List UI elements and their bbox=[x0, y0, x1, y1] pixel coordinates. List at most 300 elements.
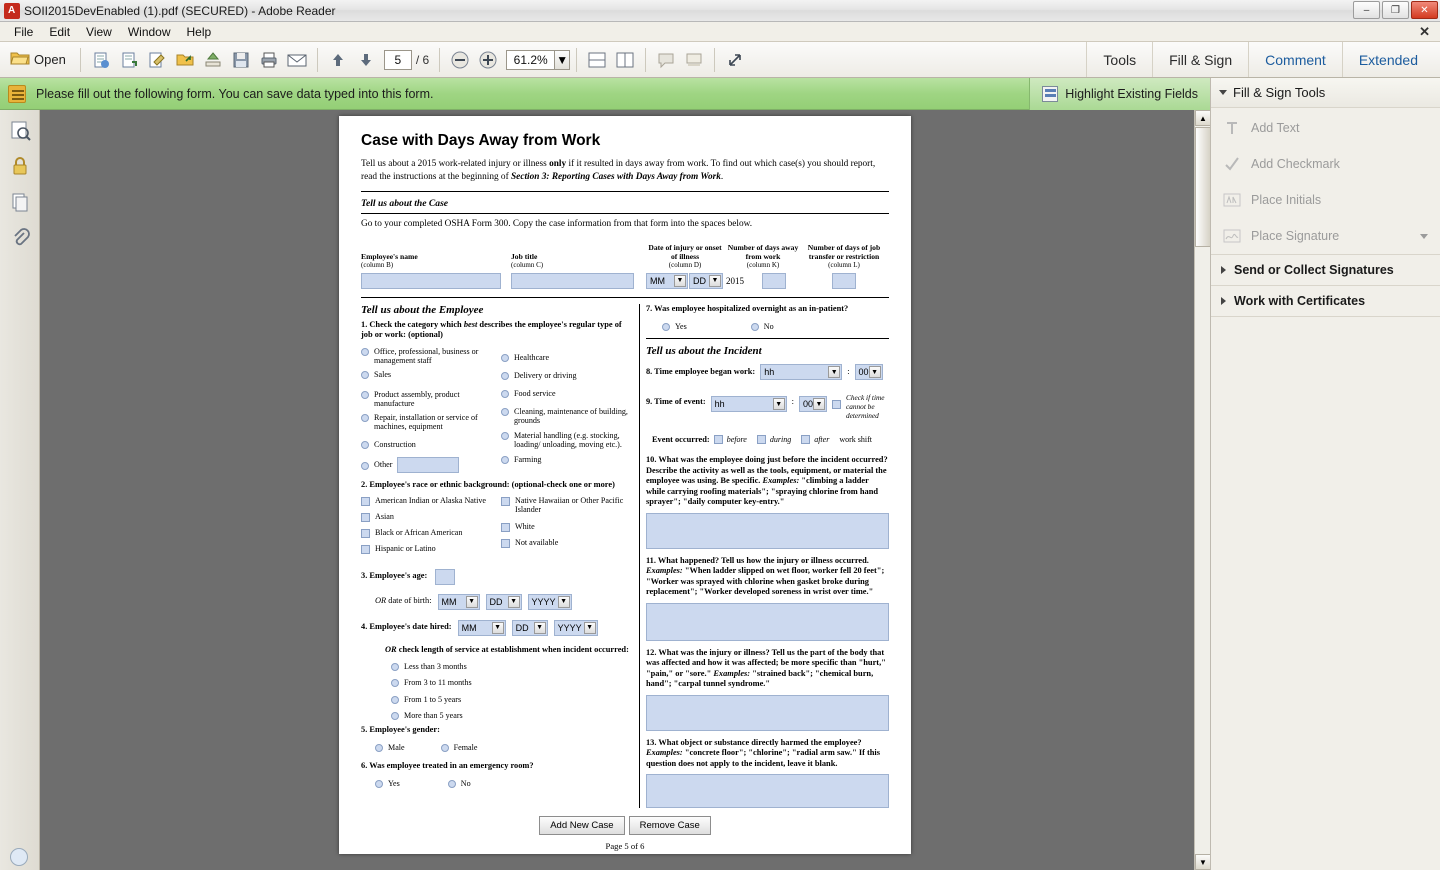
radio-icon[interactable] bbox=[501, 408, 509, 416]
question-3-label: 3. Employee's age: bbox=[361, 571, 428, 581]
checkbox-icon[interactable] bbox=[501, 497, 510, 506]
place-signature-label: Place Signature bbox=[1251, 229, 1340, 243]
q13-answer-textarea[interactable] bbox=[646, 774, 889, 808]
scroll-down-arrow[interactable]: ▼ bbox=[1195, 854, 1210, 870]
option-label: Repair, installation or service of machines, equipment bbox=[374, 413, 478, 432]
chevron-down-icon[interactable]: ▼ bbox=[508, 596, 520, 608]
radio-icon[interactable] bbox=[391, 663, 399, 671]
toolbar-separator-6 bbox=[714, 48, 715, 72]
hire-day-select[interactable] bbox=[512, 620, 548, 636]
send-files-icon[interactable] bbox=[200, 47, 226, 73]
option-label: Material handling (e.g. stocking, loading/ unloading, moving etc.). bbox=[514, 431, 622, 450]
q1-options-right bbox=[501, 347, 629, 478]
option-label: Male bbox=[388, 742, 405, 752]
radio-icon[interactable] bbox=[501, 372, 509, 380]
question-9-row bbox=[646, 394, 889, 420]
chevron-down-icon[interactable]: ▼ bbox=[558, 596, 570, 608]
attachments-icon[interactable] bbox=[8, 226, 32, 250]
send-or-collect-signatures-label: Send or Collect Signatures bbox=[1234, 263, 1394, 277]
chevron-down-icon[interactable]: ▼ bbox=[534, 622, 546, 634]
option-office-professional[interactable] bbox=[361, 347, 501, 366]
sticky-note-icon[interactable] bbox=[653, 47, 679, 73]
question-4-row bbox=[361, 620, 633, 636]
fill-and-sign-tab[interactable]: Fill & Sign bbox=[1152, 42, 1248, 77]
zoom-in-icon[interactable] bbox=[475, 47, 501, 73]
panel-separator-3 bbox=[1211, 316, 1440, 317]
q2-options-left bbox=[361, 496, 501, 559]
highlight-fields-icon bbox=[1042, 86, 1058, 102]
date-of-birth-row bbox=[361, 594, 633, 610]
event-before-checkbox[interactable] bbox=[714, 435, 723, 444]
option-other[interactable] bbox=[361, 457, 501, 473]
option-hospitalized-yes[interactable] bbox=[662, 322, 687, 331]
q1-rest: describes the employee's regular type of job or work: (optional) bbox=[361, 319, 622, 340]
checkbox-icon[interactable] bbox=[361, 545, 370, 554]
highlight-existing-fields-label: Highlight Existing Fields bbox=[1065, 87, 1198, 101]
help-bubble-icon[interactable] bbox=[10, 848, 28, 866]
menu-edit[interactable]: Edit bbox=[49, 24, 71, 39]
open-button[interactable] bbox=[6, 47, 74, 73]
option-sales[interactable] bbox=[361, 370, 501, 379]
q13-examples-label: Examples: bbox=[645, 748, 683, 758]
option-repair-installation[interactable] bbox=[361, 413, 501, 432]
pages-icon[interactable] bbox=[8, 190, 32, 214]
chevron-down-icon[interactable]: ▼ bbox=[709, 275, 721, 287]
divider-case-bottom bbox=[361, 213, 889, 214]
form-columns bbox=[361, 304, 889, 809]
chevron-down-icon[interactable] bbox=[1420, 234, 1428, 239]
divider-employee-top bbox=[361, 297, 889, 298]
event-before-label: before bbox=[726, 435, 747, 445]
form-icon bbox=[8, 85, 26, 103]
incident-section-title: Tell us about the Incident bbox=[645, 345, 762, 358]
question-13-label bbox=[646, 738, 889, 770]
chevron-down-icon[interactable]: ▼ bbox=[869, 366, 881, 378]
event-after-label: after bbox=[814, 435, 830, 445]
radio-icon[interactable] bbox=[441, 744, 449, 752]
chevron-down-icon[interactable]: ▼ bbox=[773, 398, 785, 410]
work-start-minute-value: 00 bbox=[858, 367, 869, 378]
save-icon[interactable] bbox=[228, 47, 254, 73]
injury-day-value: DD bbox=[693, 275, 706, 286]
option-delivery-driving[interactable] bbox=[501, 371, 629, 380]
print-icon[interactable] bbox=[256, 47, 282, 73]
add-checkmark-tool[interactable] bbox=[1211, 146, 1440, 182]
extended-tab[interactable]: Extended bbox=[1342, 42, 1434, 77]
send-or-collect-signatures-section[interactable] bbox=[1211, 255, 1440, 285]
q12-examples: "strained back"; "chemical burn, hand"; "carpal tunnel syndrome." bbox=[645, 668, 874, 689]
q11-text: 11. What happened? Tell us how the injury or illness occurred. bbox=[645, 555, 869, 565]
question-5-label: 5. Employee's gender: bbox=[361, 725, 440, 735]
radio-icon[interactable] bbox=[361, 391, 369, 399]
question-8-label: 8. Time employee began work: bbox=[645, 367, 756, 377]
previous-page-icon[interactable] bbox=[325, 47, 351, 73]
q8-colon: : bbox=[847, 367, 850, 377]
q12-answer-textarea[interactable] bbox=[646, 695, 889, 731]
option-farming[interactable] bbox=[501, 455, 629, 464]
navigation-rail bbox=[0, 110, 40, 870]
column-divider bbox=[639, 304, 640, 809]
export-pdf-icon[interactable] bbox=[172, 47, 198, 73]
dob-year-select[interactable] bbox=[528, 594, 572, 610]
radio-icon[interactable] bbox=[361, 441, 369, 449]
form-title: Case with Days Away from Work bbox=[361, 132, 601, 149]
menu-help[interactable]: Help bbox=[186, 24, 212, 39]
checkbox-icon[interactable] bbox=[501, 523, 510, 532]
case-header-days-away-line1: Number of days away from work bbox=[727, 242, 799, 261]
case-header-date bbox=[646, 243, 724, 269]
option-er-no[interactable] bbox=[448, 779, 471, 788]
event-after-checkbox[interactable] bbox=[801, 435, 810, 444]
add-text-tool[interactable] bbox=[1211, 110, 1440, 146]
option-hospitalized-no[interactable] bbox=[751, 322, 774, 331]
option-label: Native Hawaiian or Other Pacific Islander bbox=[515, 495, 624, 514]
intro-text-1: Tell us about a 2015 work-related injury or illness bbox=[361, 159, 547, 169]
q11-answer-textarea[interactable] bbox=[646, 603, 889, 641]
intro-end: . bbox=[720, 171, 724, 182]
q4-or-rest: check length of service at establishment when incident occurred: bbox=[398, 644, 629, 654]
case-header-job-line1: Job title bbox=[511, 251, 538, 261]
option-label: No bbox=[763, 322, 774, 332]
dob-month-select[interactable] bbox=[438, 594, 480, 610]
place-initials-tool[interactable] bbox=[1211, 182, 1440, 218]
intro-section-ref: Section 3: Reporting Cases with Days Away from Work bbox=[511, 171, 721, 182]
checkbox-icon[interactable] bbox=[361, 497, 370, 506]
option-construction[interactable] bbox=[361, 440, 501, 449]
workspace bbox=[0, 110, 1440, 870]
toolbar-separator-2 bbox=[317, 48, 318, 72]
option-food-service[interactable] bbox=[501, 389, 629, 398]
option-black-african-american[interactable] bbox=[361, 528, 501, 538]
option-label: No bbox=[460, 778, 471, 788]
edit-pdf-icon[interactable] bbox=[144, 47, 170, 73]
highlight-text-icon[interactable] bbox=[681, 47, 707, 73]
option-3-to-11-months[interactable] bbox=[391, 678, 633, 687]
work-start-minute-select[interactable] bbox=[855, 364, 883, 380]
place-signature-tool[interactable] bbox=[1211, 218, 1440, 254]
q10-answer-textarea[interactable] bbox=[646, 513, 889, 549]
zoom-dropdown-arrow[interactable]: ▼ bbox=[554, 50, 570, 70]
job-title-field[interactable] bbox=[511, 273, 634, 289]
event-hour-select[interactable] bbox=[711, 396, 787, 412]
fit-page-icon[interactable] bbox=[584, 47, 610, 73]
chevron-down-icon bbox=[1219, 90, 1227, 95]
case-instruction: Go to your completed OSHA Form 300. Copy the case information from that form into the spaces below. bbox=[361, 219, 753, 230]
radio-icon[interactable] bbox=[391, 679, 399, 687]
option-native-hawaiian[interactable] bbox=[501, 496, 629, 515]
days-transfer-field[interactable] bbox=[832, 273, 856, 289]
zoom-value[interactable]: 61.2% bbox=[506, 50, 554, 70]
event-minute-select[interactable] bbox=[799, 396, 827, 412]
event-minute-value: 00 bbox=[802, 399, 813, 410]
q4-or-label bbox=[361, 645, 633, 656]
radio-icon[interactable] bbox=[501, 432, 509, 440]
question-12-label bbox=[646, 648, 889, 690]
question-1-label bbox=[361, 320, 633, 341]
folder-open-icon bbox=[10, 49, 30, 70]
fill-and-sign-tools-header[interactable] bbox=[1211, 78, 1440, 108]
option-label: More than 5 years bbox=[404, 710, 463, 720]
work-start-hour-select[interactable] bbox=[760, 364, 842, 380]
close-document-icon[interactable]: ✕ bbox=[1419, 23, 1430, 39]
option-label: Yes bbox=[388, 778, 400, 788]
case-header-job-line2: (column C) bbox=[511, 260, 544, 269]
incident-column bbox=[646, 304, 889, 809]
option-american-indian[interactable] bbox=[361, 496, 501, 506]
dob-label bbox=[375, 596, 432, 607]
q13-examples: "concrete floor"; "chlorine"; "radial arm saw." If this question does not apply to the incident, leave it blank. bbox=[645, 748, 881, 768]
divider-case-top bbox=[361, 191, 889, 192]
chevron-down-icon[interactable]: ▼ bbox=[828, 366, 840, 378]
work-with-certificates-section[interactable] bbox=[1211, 286, 1440, 316]
option-1-to-5-years[interactable] bbox=[391, 695, 633, 704]
radio-icon[interactable] bbox=[501, 354, 509, 362]
zoom-out-icon[interactable] bbox=[447, 47, 473, 73]
title-bar bbox=[0, 0, 1440, 22]
option-cleaning-maintenance[interactable] bbox=[501, 407, 629, 426]
signature-icon bbox=[1223, 227, 1241, 245]
employee-column bbox=[361, 304, 633, 809]
q1-text: 1. Check the category which bbox=[361, 319, 462, 329]
case-header-name-line2: (column B) bbox=[361, 260, 394, 269]
other-job-field[interactable] bbox=[397, 457, 459, 473]
radio-icon[interactable] bbox=[375, 780, 383, 788]
q11-examples-label: Examples: bbox=[645, 566, 683, 576]
option-label: Healthcare bbox=[514, 352, 550, 362]
option-female[interactable] bbox=[441, 743, 478, 752]
q11-examples: "When ladder slipped on wet floor, worker fell 20 feet"; "Worker was sprayed with chlorine when gasket broke during replacement"; "Worker developed soreness in wrist over time." bbox=[645, 566, 885, 597]
hire-year-value: YYYY bbox=[557, 622, 582, 633]
q1-options-left bbox=[361, 347, 501, 478]
add-checkmark-label: Add Checkmark bbox=[1251, 157, 1340, 171]
page-thumbnails-icon[interactable] bbox=[8, 118, 32, 142]
option-product-assembly[interactable] bbox=[361, 390, 501, 409]
comment-tab[interactable]: Comment bbox=[1248, 42, 1342, 77]
option-er-yes[interactable] bbox=[375, 779, 400, 788]
hire-month-value: MM bbox=[461, 622, 477, 633]
q10-text: 10. What was the employee doing just before the incident occurred? Describe the activity as well as the tools, equipment, or material the employee was using. Be specific. bbox=[645, 455, 888, 486]
option-label: White bbox=[515, 522, 535, 532]
zoom-control[interactable] bbox=[506, 50, 570, 70]
option-label: American Indian or Alaska Native bbox=[375, 495, 487, 505]
chevron-right-icon bbox=[1221, 266, 1226, 274]
option-label: Black or African American bbox=[375, 527, 463, 537]
scroll-up-arrow[interactable]: ▲ bbox=[1195, 110, 1210, 126]
next-page-icon[interactable] bbox=[353, 47, 379, 73]
option-asian[interactable] bbox=[361, 512, 501, 522]
dob-rest: date of birth: bbox=[388, 596, 432, 606]
injury-month-value: MM bbox=[650, 275, 665, 286]
injury-day-select[interactable] bbox=[689, 273, 723, 289]
radio-icon[interactable] bbox=[361, 348, 369, 356]
tools-tab[interactable]: Tools bbox=[1086, 42, 1152, 77]
minimize-button[interactable]: – bbox=[1353, 1, 1380, 19]
case-headers-row bbox=[361, 243, 889, 269]
dob-day-select[interactable] bbox=[486, 594, 522, 610]
question-4-label: 4. Employee's date hired: bbox=[361, 622, 452, 632]
option-male[interactable] bbox=[375, 743, 405, 752]
option-white[interactable] bbox=[501, 522, 629, 532]
chevron-down-icon[interactable]: ▼ bbox=[466, 596, 478, 608]
menu-bar bbox=[0, 22, 1440, 42]
chevron-down-icon[interactable]: ▼ bbox=[674, 275, 686, 287]
option-label: Cleaning, maintenance of building, grounds bbox=[514, 406, 628, 425]
divider-incident bbox=[646, 338, 889, 339]
checkmark-icon bbox=[1223, 155, 1241, 173]
question-11-label bbox=[646, 556, 889, 598]
employee-section-title: Tell us about the Employee bbox=[361, 303, 484, 316]
option-label: Food service bbox=[514, 389, 556, 399]
menu-window[interactable]: Window bbox=[127, 24, 171, 39]
radio-icon[interactable] bbox=[361, 371, 369, 379]
page-number-input[interactable]: 5 bbox=[384, 50, 412, 70]
hire-year-select[interactable] bbox=[554, 620, 598, 636]
radio-icon[interactable] bbox=[751, 323, 759, 331]
right-panel-header-wrap bbox=[1210, 78, 1440, 110]
question-8-row bbox=[646, 364, 889, 380]
injury-month-select[interactable] bbox=[646, 273, 688, 289]
read-mode-icon[interactable] bbox=[722, 47, 748, 73]
option-label: Asian bbox=[375, 511, 394, 521]
option-label: Not available bbox=[515, 538, 559, 548]
option-label: Delivery or driving bbox=[514, 370, 577, 380]
highlight-existing-fields-button[interactable] bbox=[1029, 78, 1210, 110]
menu-view[interactable]: View bbox=[86, 24, 112, 39]
q4-or: OR bbox=[385, 644, 397, 654]
employee-name-field[interactable] bbox=[361, 273, 501, 289]
fit-width-icon[interactable] bbox=[612, 47, 638, 73]
q12-text: 12. What was the injury or illness? Tell us the part of the body that was affected and how it was affected; be more specific than "hurt," "pain," or "sore." bbox=[645, 647, 886, 678]
radio-icon[interactable] bbox=[391, 712, 399, 720]
toolbar-separator-5 bbox=[645, 48, 646, 72]
q6-options bbox=[361, 779, 633, 793]
scrollbar-thumb[interactable] bbox=[1195, 127, 1210, 247]
chevron-down-icon[interactable]: ▼ bbox=[492, 622, 504, 634]
case-header-transfer-line1: Number of days of job transfer or restriction bbox=[807, 242, 881, 261]
form-intro bbox=[361, 158, 889, 183]
q7-options bbox=[646, 322, 889, 336]
right-panel-title: Fill & Sign Tools bbox=[1233, 85, 1326, 100]
form-notification-bar bbox=[0, 78, 1210, 110]
event-during-label: during bbox=[769, 435, 792, 445]
menu-file[interactable]: File bbox=[14, 24, 34, 39]
option-label: Female bbox=[453, 742, 478, 752]
option-label: From 1 to 5 years bbox=[404, 694, 462, 704]
q5-options bbox=[361, 743, 633, 757]
option-label: Product assembly, product manufacture bbox=[374, 389, 460, 408]
dob-day-value: DD bbox=[489, 596, 503, 607]
add-text-icon bbox=[1223, 119, 1241, 137]
radio-icon[interactable] bbox=[501, 456, 509, 464]
hire-month-select[interactable] bbox=[458, 620, 506, 636]
hire-day-value: DD bbox=[515, 622, 529, 633]
chevron-down-icon[interactable]: ▼ bbox=[813, 398, 825, 410]
fill-and-sign-panel bbox=[1210, 110, 1440, 870]
work-with-certificates-label: Work with Certificates bbox=[1234, 294, 1366, 308]
event-occurred-row bbox=[646, 435, 889, 446]
time-cannot-be-determined-label: Check if time cannot be determined bbox=[845, 393, 885, 420]
security-lock-icon[interactable] bbox=[8, 154, 32, 178]
checkbox-icon[interactable] bbox=[361, 529, 370, 538]
window-title: SOII2015DevEnabled (1).pdf (SECURED) - Adobe Reader bbox=[24, 3, 336, 18]
work-start-hour-value: hh bbox=[764, 367, 775, 378]
option-label: Hispanic or Latino bbox=[375, 543, 436, 553]
question-10-label bbox=[646, 455, 889, 508]
option-material-handling[interactable] bbox=[501, 431, 629, 450]
q9-colon: : bbox=[791, 397, 794, 407]
dob-year-value: YYYY bbox=[531, 596, 556, 607]
pdf-page bbox=[339, 116, 911, 854]
case-action-buttons bbox=[361, 816, 889, 835]
days-away-field[interactable] bbox=[762, 273, 786, 289]
case-header-job bbox=[511, 252, 646, 269]
remove-case-button[interactable]: Remove Case bbox=[629, 816, 711, 835]
maximize-button[interactable]: ❐ bbox=[1382, 1, 1409, 19]
time-cannot-be-determined-checkbox[interactable] bbox=[832, 400, 841, 409]
radio-icon[interactable] bbox=[662, 323, 670, 331]
case-header-date-line1: Date of injury or onset of illness bbox=[648, 242, 722, 261]
q2-options-right bbox=[501, 496, 629, 559]
case-header-transfer-line2: (column L) bbox=[828, 260, 860, 269]
option-healthcare[interactable] bbox=[501, 353, 629, 362]
chevron-right-icon bbox=[1221, 297, 1226, 305]
add-text-label: Add Text bbox=[1251, 121, 1300, 135]
option-hispanic-latino[interactable] bbox=[361, 544, 501, 554]
checkbox-icon[interactable] bbox=[361, 513, 370, 522]
radio-icon[interactable] bbox=[501, 390, 509, 398]
toolbar-separator-4 bbox=[576, 48, 577, 72]
option-label: Office, professional, business or management staff bbox=[374, 346, 479, 365]
notification-message: Please fill out the following form. You can save data typed into this form. bbox=[36, 86, 434, 101]
option-not-available[interactable] bbox=[501, 538, 629, 548]
employee-age-field[interactable] bbox=[435, 569, 455, 585]
dob-or: OR bbox=[375, 596, 387, 606]
radio-icon[interactable] bbox=[448, 780, 456, 788]
q4-options bbox=[361, 662, 633, 720]
toolbar-separator-1 bbox=[80, 48, 81, 72]
initials-icon bbox=[1223, 191, 1241, 209]
option-less-than-3-months[interactable] bbox=[391, 662, 633, 671]
add-new-case-button[interactable]: Add New Case bbox=[539, 816, 624, 835]
intro-text-2: if it resulted in days away from work. To find out which case(s) you should report, read the instructions at the beginning of bbox=[361, 159, 876, 182]
radio-icon[interactable] bbox=[361, 414, 369, 422]
radio-icon[interactable] bbox=[361, 462, 369, 470]
chevron-down-icon[interactable]: ▼ bbox=[584, 622, 596, 634]
radio-icon[interactable] bbox=[375, 744, 383, 752]
checkbox-icon[interactable] bbox=[501, 539, 510, 548]
question-9-label: 9. Time of event: bbox=[645, 397, 706, 407]
event-hour-value: hh bbox=[714, 399, 725, 410]
question-3-row bbox=[361, 569, 633, 585]
event-during-checkbox[interactable] bbox=[757, 435, 766, 444]
case-header-days-away bbox=[724, 243, 802, 269]
q13-text: 13. What object or substance directly harmed the employee? bbox=[645, 737, 862, 747]
radio-icon[interactable] bbox=[391, 696, 399, 704]
option-label: Sales bbox=[374, 370, 392, 380]
option-more-than-5-years[interactable] bbox=[391, 711, 633, 720]
case-header-days-away-line2: (column K) bbox=[746, 260, 780, 269]
email-icon[interactable] bbox=[284, 47, 310, 73]
document-viewport[interactable] bbox=[40, 110, 1210, 870]
document-scrollbar[interactable] bbox=[1194, 110, 1210, 870]
close-button[interactable]: ✕ bbox=[1411, 1, 1438, 19]
toolbar-right-tools bbox=[1086, 42, 1434, 77]
option-label: Yes bbox=[674, 322, 687, 332]
page-total-label: / 6 bbox=[415, 52, 430, 67]
create-pdf-icon[interactable] bbox=[88, 47, 114, 73]
create-from-file-icon[interactable] bbox=[116, 47, 142, 73]
q10-examples: "climbing a ladder while carrying roofing materials"; "spraying chlorine from hand sprayer"; "daily computer key-entry." bbox=[645, 476, 879, 507]
